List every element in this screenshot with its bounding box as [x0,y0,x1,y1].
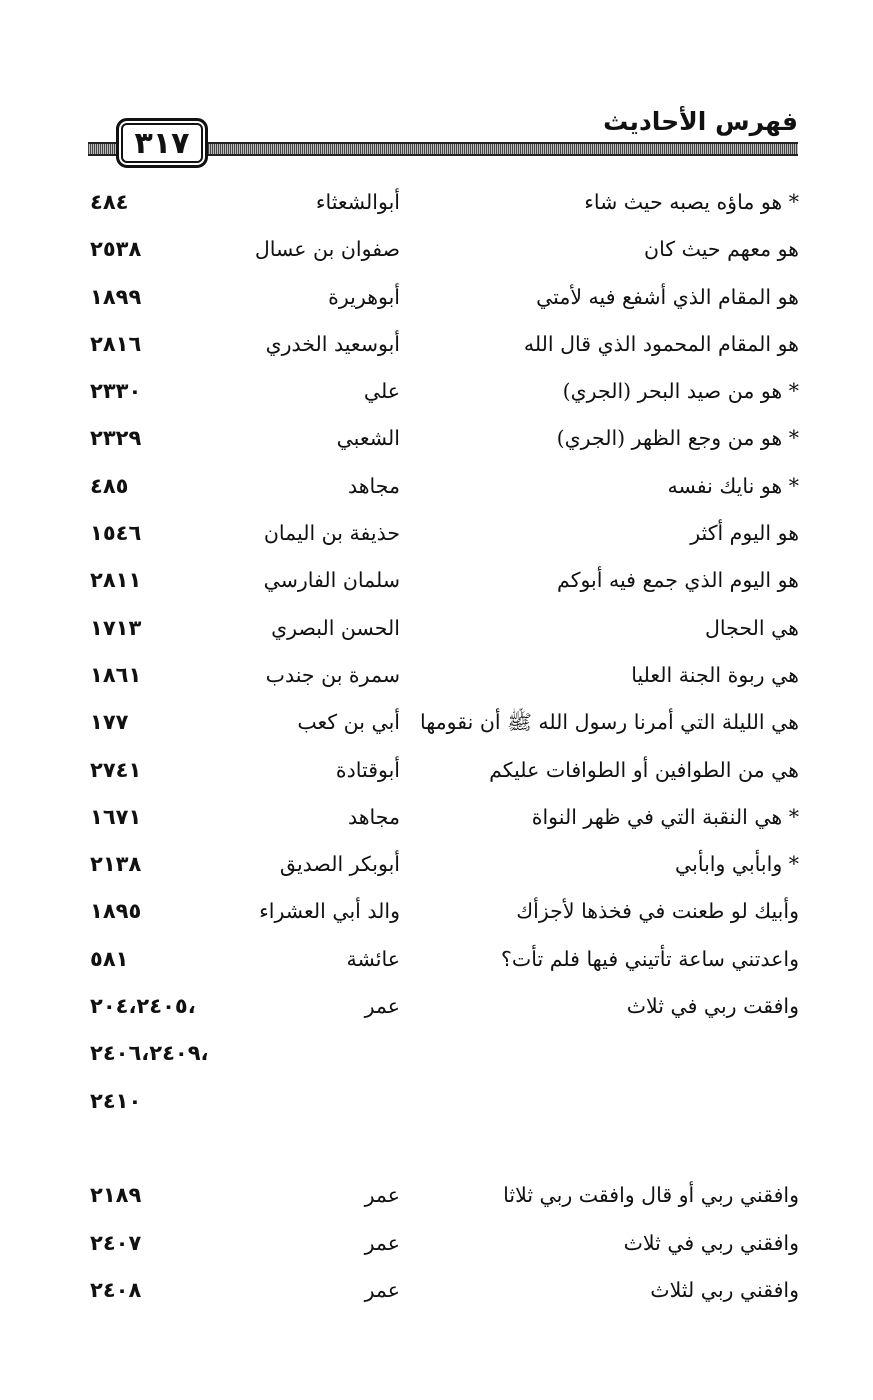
narrator-name: مجاهد [347,804,400,829]
hadith-text: هو المقام المحمود الذي قال الله [523,331,799,356]
narrator-name: أبي بن كعب [297,710,400,735]
narrator-name: حذيفة بن اليمان [263,521,400,546]
hadith-text: * هو من صيد البحر (الجري) [562,379,799,404]
hadith-number: ١٨٩٩ [90,284,142,309]
hadith-text: هو معهم حيث كان [644,237,799,262]
hadith-number: ٢٨١٦ [90,331,142,356]
hadith-text: * هو نايك نفسه [667,473,799,498]
hadith-number: ٢٧٤١ [90,757,142,782]
narrator-name: والد أبي العشراء [259,899,400,924]
index-row [0,893,873,940]
header-title: فهرس الأحاديث [591,104,798,140]
index-row [0,1177,873,1224]
index-row [0,846,873,893]
hadith-number: ١٨٩٥ [90,899,142,924]
index-row [0,752,873,799]
narrator-name: أبوهريرة [328,284,400,309]
hadith-number: ٢٠٤،٢٤٠٥، [90,994,196,1019]
index-row [0,610,873,657]
hadith-text: هي الليلة التي أمرنا رسول الله ﷺ أن نقومها [419,710,799,735]
page-number: ٣١٧ [116,118,208,168]
narrator-name: سلمان الفارسي [263,568,400,593]
index-row [0,941,873,988]
hadith-number: ٢٤٠٧ [90,1230,142,1255]
hadith-number: ٥٨١ [90,946,129,971]
index-row [0,420,873,467]
hadith-number: ١٧٧ [90,710,129,735]
index-row [0,1035,873,1082]
hadith-number: ١٥٤٦ [90,521,142,546]
narrator-name: علي [363,379,400,404]
hadith-text: * هو من وجع الظهر (الجري) [556,426,799,451]
hadith-text: هي ربوة الجنة العليا [631,662,799,687]
hadith-text: وافقني ربي في ثلاث [623,1230,799,1255]
narrator-name: الحسن البصري [271,615,400,640]
hadith-text: هو اليوم الذي جمع فيه أبوكم [557,568,799,593]
narrator-name: مجاهد [347,473,400,498]
index-row [0,704,873,751]
hadith-text: وافقت ربي في ثلاث [626,994,799,1019]
hadith-text: * هو ماؤه يصبه حيث شاء [584,190,799,214]
hadith-text: * وابأبي وابأبي [675,852,799,877]
hadith-text: واعدتني ساعة تأتيني فيها فلم تأت؟ [501,946,799,971]
narrator-name: أبوسعيد الخدري [265,331,400,356]
narrator-name: عمر [364,1183,400,1208]
hadith-text: وافقني ربي لثلاث [650,1277,799,1302]
index-row [0,988,873,1035]
index-row [0,373,873,420]
index-row [0,231,873,278]
hadith-number: ٤٨٥ [90,473,129,498]
narrator-name: أبوبكر الصديق [279,852,400,877]
hadith-number: ٢٤٠٦،٢٤٠٩، [90,1041,209,1066]
index-row [0,657,873,704]
hadith-number: ٤٨٤ [90,190,129,214]
index-row [0,515,873,562]
hadith-text: هو اليوم أكثر [690,521,799,546]
hadith-number: ٢٤١٠ [90,1088,142,1113]
narrator-name: عمر [364,1230,400,1255]
narrator-name: صفوان بن عسال [254,237,400,262]
hadith-number: ٢١٣٨ [90,852,142,877]
hadith-number: ١٦٧١ [90,804,142,829]
page-header [88,104,798,170]
index-row [0,326,873,373]
narrator-name: عائشة [346,946,400,971]
hadith-text: وأبيك لو طعنت في فخذها لأجزأك [516,899,799,924]
narrator-name: سمرة بن جندب [265,662,400,687]
index-row [0,184,873,231]
hadith-number: ٢٨١١ [90,568,142,593]
index-row [0,1130,873,1177]
hadith-number: ٢٣٣٠ [90,379,142,404]
index-row [0,799,873,846]
hadith-text: * هي النقبة التي في ظهر النواة [531,804,799,829]
index-row [0,1083,873,1130]
hadith-number: ٢٥٣٨ [90,237,142,262]
hadith-text: هي من الطوافين أو الطوافات عليكم [489,757,799,782]
hadith-index-list [0,184,873,1319]
narrator-name: أبوالشعثاء [315,190,400,214]
index-row [0,468,873,515]
hadith-number: ٢٤٠٨ [90,1277,142,1302]
narrator-name: أبوقتادة [335,757,400,782]
index-row [0,562,873,609]
hadith-text: هو المقام الذي أشفع فيه لأمتي [536,284,799,309]
index-row [0,1225,873,1272]
hadith-text: هي الحجال [705,615,799,640]
narrator-name: الشعبي [336,426,400,451]
hadith-text: وافقني ربي أو قال وافقت ربي ثلاثا [503,1183,799,1208]
index-row [0,1272,873,1319]
index-row [0,279,873,326]
narrator-name: عمر [364,994,400,1019]
narrator-name: عمر [364,1277,400,1302]
hadith-number: ١٨٦١ [90,662,142,687]
hadith-number: ١٧١٣ [90,615,142,640]
hadith-number: ٢١٨٩ [90,1183,142,1208]
hadith-number: ٢٣٢٩ [90,426,142,451]
